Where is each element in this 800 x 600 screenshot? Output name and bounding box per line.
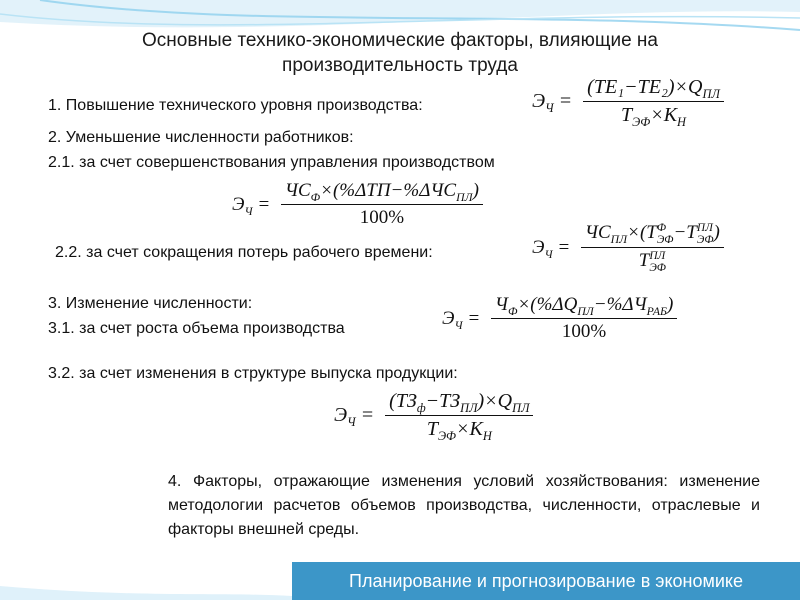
item-4-note: 4. Факторы, отражающие изменения условий хозяйствования: изменение методологии расчетов объемов производства, численности, отраслевые и факторы внешней среды. (168, 473, 760, 538)
formula-3-2: $Э_Ч$ = $\frac{(ТЗ_ф-ТЗ_{ПЛ})\times Q_{ПЛ}}{T_{ЭФ}\times K_Н}$ (334, 390, 533, 441)
footer-banner: Планирование и прогнозирование в экономике (292, 562, 800, 600)
formula-2-2: $Э_Ч$ = $ЧС_{ПЛ}\times(T$ Ф ЭФ −T ПЛ ЭФ ) T ПЛ ЭФ (532, 222, 724, 273)
item-1: 1. Повышение технического уровня производства: (48, 97, 423, 114)
title-line-2: производительность труда (282, 55, 518, 76)
item-2: 2. Уменьшение численности работников: (48, 129, 354, 146)
formula-2-1: $Э_Ч$ = $\frac{ЧС_Ф\times(\%\Delta ТП-\%\Delta ЧС_{ПЛ})}{100\%}$ (232, 180, 483, 229)
item-2-2: 2.2. за счет сокращения потерь рабочего времени: (55, 244, 433, 261)
item-2-1: 2.1. за счет совершенствования управления производством (48, 154, 495, 171)
item-3-2: 3.2. за счет изменения в структуре выпуска продукции: (48, 365, 458, 382)
item-3-1: 3.1. за счет роста объема производства (48, 320, 345, 337)
slide-title (0, 28, 800, 78)
formula-3-1: $Э_Ч$ = $\frac{Ч_Ф\times(\%\Delta Q_{ПЛ}-\%\Delta Ч_{РАБ})}{100\%}$ (442, 294, 677, 343)
formula-1: $Э_Ч$ = $\frac{(TE_1-TE_2)\times Q_{ПЛ}}{T_{ЭФ}\times K_Н}$ (532, 76, 724, 127)
item-3: 3. Изменение численности: (48, 295, 253, 312)
title-line-1: Основные технико-экономические факторы, влияющие на (142, 30, 658, 51)
